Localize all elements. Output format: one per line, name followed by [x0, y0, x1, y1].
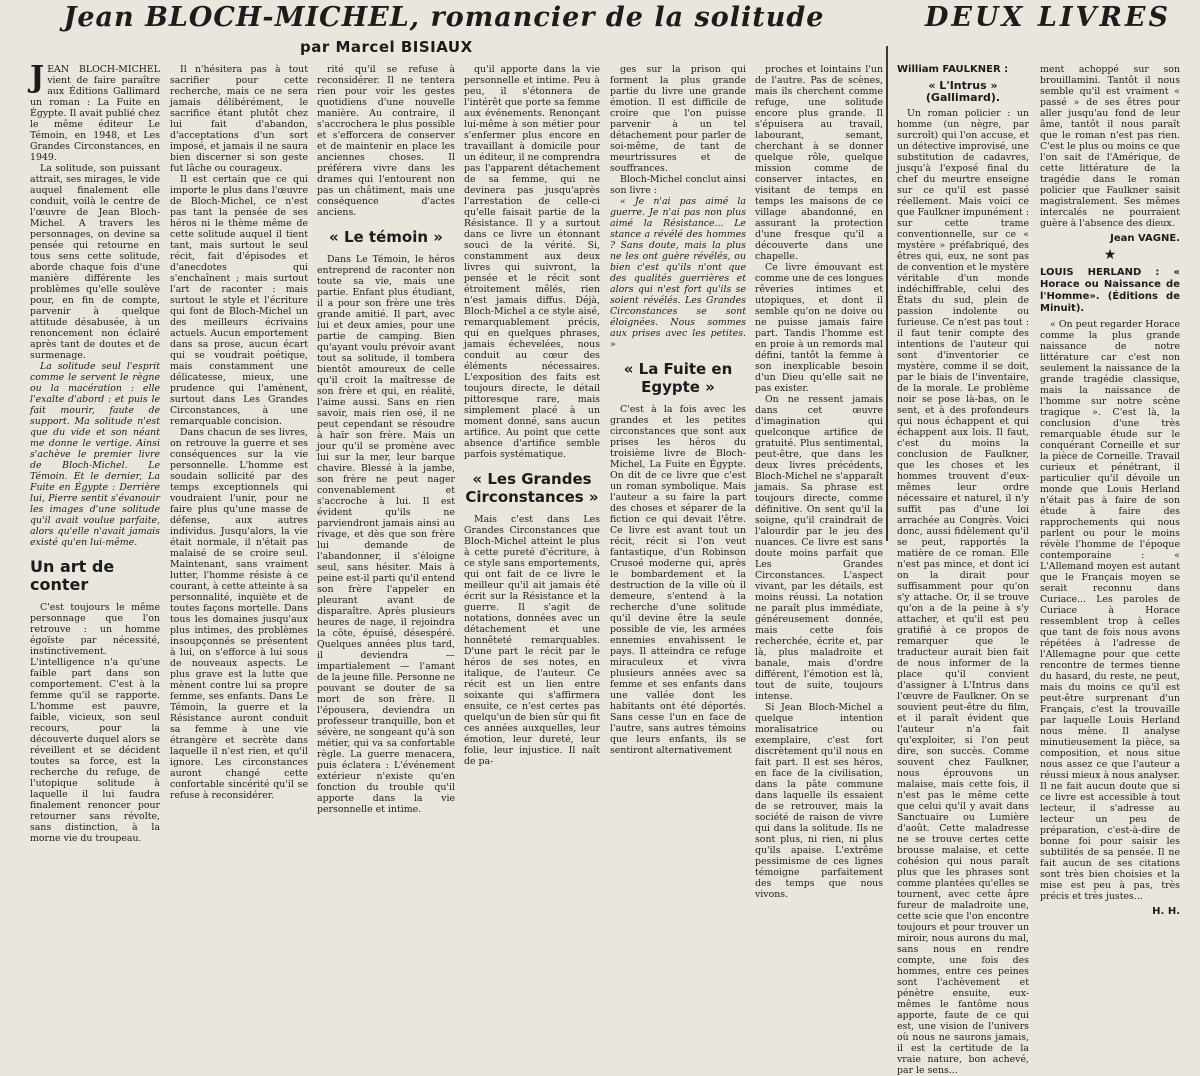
paragraph: Il n'hésitera pas à tout sacrifier pour cette recherche, mais ce ne sera jamais délibérément, le sacrifice étant plutôt chez lui fait d'abandon, d'acceptations d'un sort imposé, et jamais il ne saura bien discerner si son geste fut lâche ou courageux.	[170, 64, 308, 174]
quote-paragraph: La solitude seul l'esprit comme le servent le règne ou la macération : elle l'exalte d'abord : et puis le fait mourir, faute de support. Ma solitude n'est que du vide et son néant me donne le vertige. Ainsi s'achève le premier livre de Bloch-Michel. Le Témoin. Et le dernier, La Fuite en Égypte : Derrière lui, Pierre sentit s'évanouir les images d'une solitude qu'il avait voulue parfaite, alors qu'elle n'avait jamais existé qu'en lui-même.	[30, 361, 160, 548]
paragraph: Dans chacun de ses livres, on retrouve la guerre et ses conséquences sur la vie personnelle. L'homme est soudain sollicité par des temps exceptionnels qui voudraient l'unir, pour ne faire plus qu'une masse de défense, aux autres individus. Jusqu'alors, la vie était normale, il n'était pas malaisé de se croire seul. Maintenant, sans vraiment lutter, l'homme résiste à ce courant, à cette atteinte à sa personnalité, inquiète et de toutes façons mortelle. Dans tous les domaines jusqu'aux plus intimes, des problèmes insoupçonnés se présentent à lui, on s'efforce à lui sous de nouveaux aspects. Le plus grave est la lutte que mènent contre lui sa propre femme, ses enfants. Dans Le Témoin, la guerre et la Résistance auront conduit sa femme à une vie étrangère et secrète dans laquelle il n'est rien, et qu'il ignore. Les circonstances auront changé cette confortable sincérité qu'il se refuse à reconsidérer.	[170, 427, 308, 801]
review-body: Un roman policier : un homme (un nègre, par surcroît) qui l'on accuse, et un détective improvisé, une substitution de cadavres, jusqu'à l'exposé final du chef du meurtre enseigne sur ce qu'il est passé réellement. Mais voici ce que Faulkner impunément : sur cette trame conventionnelle, sur ce « mystère » préfabriqué, des êtres qui, eux, ne sont pas de convention et le mystère véritable d'un monde indéchiffrable, celui des États du sud, plein de passion indolente ou furieuse. Ce n'est pas tout : il faut tenir compte des intentions de l'auteur qui sont d'inventorier ce mystère, comme il se doit, par le biais de l'inventaire, de la morale. Le problème noir se pose là-bas, on le sent, et à des profondeurs qui nous échappent et qui échappent aux lois. Il faut, c'est du moins la conclusion de Faulkner, que les choses et les hommes trouvent d'eux-mêmes leur ordre nécessaire et naturel, il n'y suffit pas d'une loi arrachée au Congrès. Voici donc, aussi fidèlement qu'il se peut, rapportés la matière de ce roman. Elle n'est pas mince, et dont ici on la dirait pour suffisamment pour qu'on s'y attache. Or, il se trouve qu'on a de la peine à s'y attacher, et qu'il est peu gratifié à ce propos de remarquer que le traducteur aurait bien fait de nous informer de la place qu'il convient d'assigner à L'Intrus dans l'œuvre de Faulkner. On se souvient peut-être du film, et il paraît évident que l'auteur n'a fait qu'exploiter, si l'on peut dire, son succès. Comme souvent chez Faulkner, nous éprouvons un malaise, mais cette fois, il n'est pas le même cette que celui qu'il y avait dans Sanctuaire ou Lumière d'août. Cette maladresse ne se trouve certes cette brousse malaise, et cette cohésion qui nous paraît plus que les phrases sont comme plantées qu'elles se tournent, avec cette âpre fureur de maladroite une, cette scie que l'on encontre toujours et pour trouver un miroir, nous aurons du mal, sans nous en rendre compte, une fois des hommes, entre ces peines sont l'achèvement et pénètre ensuite, eux-mêmes le fantôme nous apporte, faute de ce qui est, une vision de l'univers où nous ne saurons jamais, il est la certitude de la vraie nature, bon achevé, par le sens...	[897, 108, 1030, 1076]
paragraph: Si Jean Bloch-Michel a quelque intention moralisatrice ou exemplaire, c'est fort discrètement qu'il nous en fait part. Il est ses héros, en face de la civilisation, dans la pâte commune dans laquelle ils essaient de se retrouver, mais la société de raison de vivre qui dans la solitude. Ils ne sont plus, ni rien, ni plus qu'ils apaise. L'extrême pessimisme de ces lignes témoigne parfaitement des temps que nous vivons.	[755, 702, 883, 900]
article-column-2	[170, 64, 308, 801]
article-column-4	[464, 64, 600, 767]
paragraph: ges sur la prison qui forment la plus grande partie du livre une grande émotion. Il est difficile de croire que l'on puisse parvenir à un tel détachement pour parler de soi-même, de tant de meurtrissures et de souffrances.	[610, 64, 746, 174]
drop-cap: J	[30, 60, 45, 95]
article-column-5	[610, 64, 746, 756]
review-author: William FAULKNER :	[897, 64, 1009, 75]
star-separator-icon: ★	[1103, 247, 1117, 263]
paragraph: rité qu'il se refuse à reconsidérer. Il ne tentera rien pour voir les gestes quotidiens d'une nouvelle manière. Au contraire, il s'accrochera le plus possible et s'efforcera de conserver et de maintenir en place les anciennes choses. Il préférera vivre dans les drames qui l'entourent non pas un châtiment, mais une conséquence d'actes anciens.	[317, 64, 455, 218]
article-column-1	[30, 60, 160, 844]
review-heading-herland: LOUIS HERLAND : « Horace ou Naissance de l'Homme». (Éditions de Minuit).	[1040, 267, 1180, 314]
review-signature-vagne: Jean VAGNE.	[1110, 233, 1180, 244]
paragraph: Ce livre émouvant est comme une de ces longues rêveries intimes et utopiques, et dont il semble qu'on ne doive ou ne puisse jamais faire part. Tandis l'homme est en proie à un remords mal défini, tantôt la femme à son inexplicable besoin d'un Dieu qu'elle sait ne pas exister.	[755, 262, 884, 394]
byline: par Marcel BISIAUX	[300, 38, 473, 56]
paragraph: On ne ressent jamais dans cet œuvre d'imagination qui quelconque artifice de gratuité. Plus sentimental, peut-être, que dans les deux livres précédents, Bloch-Michel ne s'apparaît jamais. Sa phrase est toujours directe, comme définitive. On sent qu'il la soigne, qu'il craindrait de l'alourdir par le jeu des nuances. Ce livre est sans doute moins parfait que Les Grandes Circonstances. L'aspect vivant, par les détails, est moins réussi. La notation ne paraît plus immédiate, généreusement donnée, mais cette fois recherchée, écrite et, par là, plus maladroite et banale, mais d'ordre différent, l'émotion est là, tout de suite, toujours intense.	[755, 394, 883, 702]
review-continuation: ment achoppé sur son brouillamini. Tantôt il nous semble qu'il est vraiment « passé » de ses êtres pour aller jusqu'au fond de leur âme, tantôt il nous paraît que le roman n'est pas rien. C'est le plus ou moins ce que l'on sait de l'Amérique, de cette littérature de la tragédie dans le roman policier que Faulkner saisit magistralement. Ses mêmes intercalés ne pourraient guère à l'absence des dieux.	[1040, 64, 1180, 229]
paragraph: C'est toujours le même personnage que l'on retrouve : un homme égoïste par nécessité, instinctivement. L'intelligence n'a qu'une faible part dans son comportement. C'est à la femme qu'il se rapporte. L'homme est pauvre, faible, vicieux, son seul recours, pour la découverte duquel alors se réveillent et se décident toutes sa force, est la recherche du refuge, de l'utopique solitude à laquelle il lui faudra finalement renoncer pour retourner sans révolte, sans distinction, à la morne vie du troupeau.	[30, 602, 160, 844]
paragraph: Bloch-Michel conclut ainsi son livre :	[610, 174, 746, 196]
paragraph: Mais c'est dans Les Grandes Circonstances que Bloch-Michel atteint le plus à cette pureté d'écriture, à ce style sans emportements, qui ont fait de ce livre le meilleur qu'il ait jamais été écrit sur la Résistance et la guerre. Il s'agit de notations, données avec un détachement et une honnêteté remarquables. D'une part le récit par le héros de ses notes, en italique, de l'auteur. Ce récit est un lien entre soixante qui s'affirmera ensuite, ce n'est certes pas quelqu'un de bien sûr qui fit ces années auxquelles, leur émotion, leur dureté, leur folie, leur injustice. Il naît de pa-	[464, 514, 600, 767]
column-divider	[886, 46, 888, 541]
review-title: « L'Intrus » (Gallimard).	[925, 79, 1001, 104]
review-column-herland	[1040, 64, 1180, 917]
side-title: DEUX LIVRES	[925, 2, 1171, 33]
paragraph: La solitude, son puissant attrait, ses mirages, le vide auquel finalement elle conduit, voilà le centre de l'œuvre de Jean Bloch-Michel. A travers les personnages, on devine sa pensée qui retourne en tous sens cette solitude, aborde chaque fois d'une manière différente les problèmes qu'elle soulève pour, en fin de compte, parvenir à quelque attitude désabusée, à un renoncement non éclairé après tant de doutes et de surmenage.	[30, 163, 160, 361]
paragraph: Dans Le Témoin, le héros entreprend de raconter non toute sa vie, mais une partie. Enfant plus étudiant, il a pour son frère une très grande amitié. Il part, avec lui et deux amies, pour une partie de camping. Bien qu'ayant voulu prévoir avant tout sa solitude, il tombera bientôt amoureux de celle qu'il croit la maîtresse de son frère et qui, en réalité, l'aime aussi. Sans en rien savoir, mais rien osé, il ne peut cependant se résoudre à haïr son frère. Mais un jour qu'il se promène avec lui sur la mer, leur barque chavire. Blessé à la jambe, son frère ne peut nager convenablement et s'accroche à lui. Il est évident qu'ils ne parviendront jamais ainsi au rivage, et dès que son frère lui demande de l'abandonner, il s'éloigne seul, sans hésiter. Mais à peine est-il parti qu'il entend son frère l'appeler en pleurant avant de disparaître. Après plusieurs heures de nage, il rejoindra la côte, épuisé, désespéré. Quelques années plus tard, il deviendra — impartialement — l'amant de la jeune fille. Personne ne pouvant se douter de sa mort de son frère. Il l'épousera, deviendra un professeur tranquille, bon et sévère, ne songeant qu'à son métier, qui va sa confortable règle. La guerre menacera, puis éclatera : L'événement extérieur n'existe qu'en fonction du trouble qu'il apporte dans la vie personnelle et intime.	[317, 254, 455, 815]
page-title: Jean BLOCH-MICHEL, romancier de la solitude	[63, 2, 825, 33]
subhead-le-temoin: « Le témoin »	[329, 228, 443, 246]
review-column-faulkner	[897, 64, 1030, 1076]
subhead-grandes-circonstances: « Les Grandes Circonstances »	[465, 470, 599, 506]
subhead-fuite-en-egypte: « La Fuite en Egypte »	[623, 360, 733, 396]
review-body: « On peut regarder Horace comme la plus grande naissance de notre littérature car c'est non seulement la naissance de la grande tragédie classique, mais la naissance de l'homme sur notre scène tragique ». C'est là, la conclusion d'une très remarquable étude sur le conquérant Corneille et sur la pièce de Corneille. Travail curieux et pénétrant, il particulier qu'il dévoile un monde que Louis Herland n'était pas à faire de son étude à faire des rapprochements qui nous parlent ou pour le moins révèle l'homme de l'époque contemporaine : « L'Allemand moyen est autant que le Français moyen se serait reconnu dans Curiace... Les paroles de Curiace à Horace ressemblent trop à celles que tant de fois nous avons répétées à l'adresse de l'Allemagne pour que cette rencontre de termes tienne du hasard, du reste, ne peut, mais du moins ce qu'il est peut-être surprenant d'un Français, c'est la trouvaille par laquelle Louis Herland nous mène. Il analyse minutieusement la pièce, sa composition, et nous situe nous assez ce que l'auteur a réussi mieux à nous analyser. Il ne fait aucun doute que si ce livre est accessible à tout lecteur, il s'adresse au lecteur un peu de préparation, c'est-à-dire de bonne foi pour saisir les subtilités de sa pensée. Il ne fait aucun de ses citations sont très bien choisies et la mise est peu à pas, très précis et très justes...	[1040, 319, 1180, 902]
lead-paragraph: JEAN BLOCH-MICHEL vient de faire paraître aux Éditions Gallimard un roman : La Fuite en Égypte. Il avait publié chez le même éditeur Le Témoin, en 1948, et Les Grandes Circonstances, en 1949.	[30, 60, 160, 163]
paragraph: qu'il apporte dans la vie personnelle et intime. Peu à peu, il s'étonnera de l'intérêt que porte sa femme aux événements. Renonçant lui-même à son métier pour s'enfermer plus encore en travaillant à domicile pour un éditeur, il ne comprendra pas l'apparent détachement de sa femme, qui ne devinera pas jusqu'après l'arrestation de celle-ci qu'elle faisait partie de la Résistance. Il y a surtout dans ce livre un étonnant souci de la vérité. Si, constamment aux deux livres qui suivront, la pensée et le récit sont étroitement mêlés, rien n'est jamais diffus. Déjà, Bloch-Michel a ce style aisé, remarquablement précis, qui en quelques phrases, jamais échevelées, nous conduit au cœur des éléments nécessaires. L'exposition des faits est toujours directe, le détail pittoresque rare, mais simplement placé à un moment donné, sans aucun artifice. Au point que cette absence d'artifice semble parfois systématique.	[464, 64, 600, 460]
subhead-art-de-conter: Un art de conter	[30, 557, 115, 594]
paragraph: C'est à la fois avec les grandes et les petites circonstances que sont aux prises les héros du troisième livre de Bloch-Michel, La Fuite en Égypte. On dit de ce livre que c'est un roman symbolique. Mais l'auteur a su faire la part des choses et séparer de la fiction ce qui devait l'être. Ce livre est avant tout un récit, récit si l'on veut fantastique, d'un Robinson Crusoé moderne qui, après le bombardement et la destruction de la ville où il demeure, s'entend à la recherche d'une solitude qu'il devine être la seule possible de vie, les armées ennemies envahissent le pays. Il atteindra ce refuge miraculeux et vivra plusieurs années avec sa femme et ses enfants dans une vallée dont les habitants ont été déportés. Sans cesse l'un en face de l'autre, sans autres témoins que leurs enfants, ils se sentiront alternativement	[610, 404, 746, 756]
quote-paragraph: « Je n'ai pas aimé la guerre. Je n'ai pas non plus aimé la Résistance... Le stance a révélé des hommes ? Sans doute, mais la plus ne les ont guère révélés, ou bien c'est qu'ils n'ont que des qualités guerrières et alors qui n'est fort qu'ils se soient révélés. Les Grandes Circonstances se sont éloignées. Nous sommes aux prises avec les petites. »	[610, 196, 746, 350]
article-column-6	[755, 64, 884, 900]
paragraph: proches et lointains l'un de l'autre. Pas de scènes, mais ils cherchent comme refuge, une solitude encore plus grande. Il s'épuisera au travail, labourant, semant, cherchant à se donner quelque rôle, quelque mission comme de conserver intactes, en visitant de temps en temps les maisons de ce village abandonné, en assurant la protection d'une fresque qu'il a découverte dans une chapelle.	[755, 64, 883, 262]
review-signature-hh: H. H.	[1152, 906, 1180, 917]
article-column-3	[317, 64, 455, 815]
paragraph: Il est certain que ce qui importe le plus dans l'œuvre de Bloch-Michel, ce n'est pas tant la pensée de ses héros ni le thème même de cette solitude auquel il tient tant, mais surtout le seul récit, fait d'épisodes et d'anecdotes qui s'enchaînent ; mais surtout l'art de raconter : mais surtout le style et l'écriture qui font de Bloch-Michel un des meilleurs écrivains actuels. Aucun emportement dans sa prose, aucun écart qui se voudrait poétique, mais constamment une délicatesse, mieux, une prudence qui l'amènent, surtout dans Les Grandes Circonstances, à une remarquable concision.	[170, 174, 308, 427]
